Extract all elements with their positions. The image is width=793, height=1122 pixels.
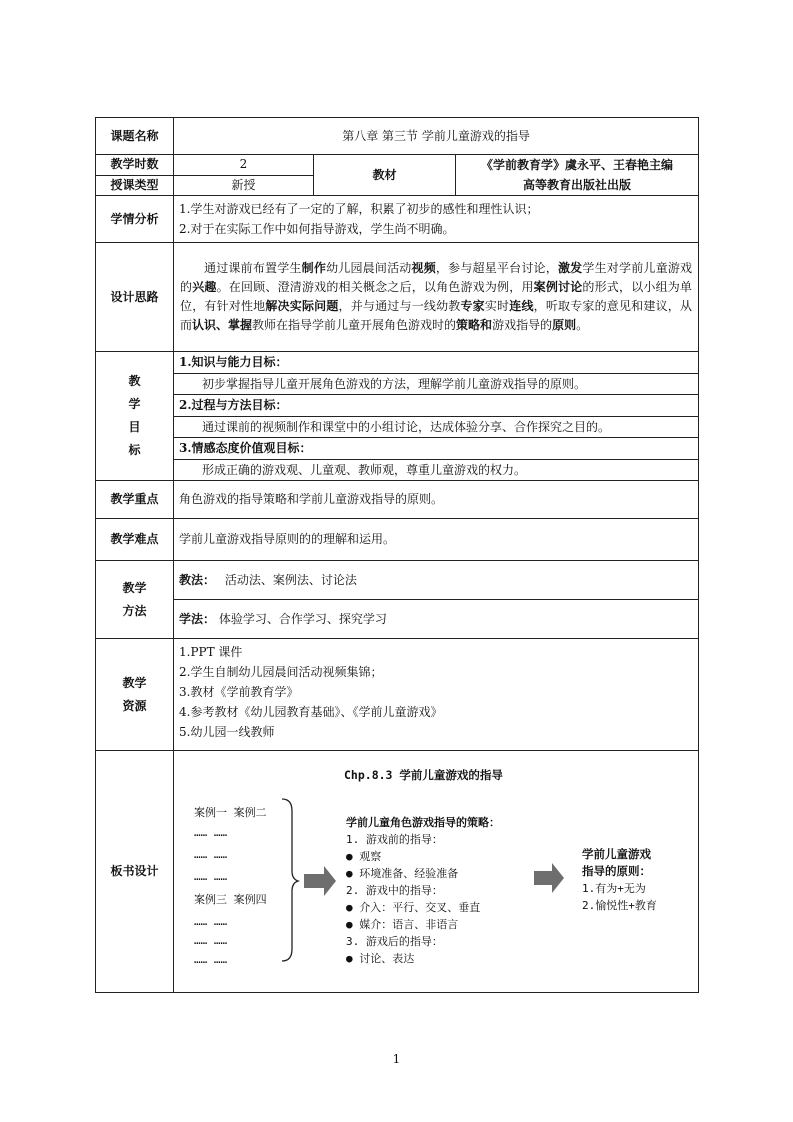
design-emphasis: 视频	[411, 261, 436, 275]
board-design	[174, 751, 698, 992]
design-text-run: ，参与超星平台讨论，	[435, 261, 558, 275]
resource-item: 4.参考教材《幼儿园教育基础》、《学前儿童游戏》	[179, 705, 443, 719]
design-text-run: 。	[576, 318, 589, 332]
resource-item: 1.PPT 课件	[179, 645, 243, 659]
strategy-line: ● 介入：平行、交叉、垂直	[346, 901, 481, 914]
principle-title: 指导的原则：	[582, 864, 651, 878]
principle-line: 2.愉悦性+教育	[582, 899, 657, 912]
design-paragraph	[174, 243, 699, 352]
design-label: 设计思路	[96, 243, 174, 352]
goal3-title: 3.情感态度价值观目标：	[174, 438, 699, 460]
method-teach	[174, 561, 699, 600]
case-dots: …… ……	[194, 934, 228, 947]
goals-label-char: 教	[128, 374, 141, 388]
strategy-line: 2. 游戏中的指导：	[346, 884, 443, 897]
strategy-line: 3. 游戏后的指导：	[346, 935, 443, 948]
textbook-line-1: 《学前教育学》虞永平、王春艳主编	[481, 158, 674, 172]
keypoint-value: 角色游戏的指导策略和学前儿童游戏指导的原则。	[174, 481, 699, 519]
resource-item: 3.教材《学前教育学》	[179, 685, 299, 699]
textbook-label: 教材	[314, 155, 456, 196]
design-emphasis: 原则	[552, 318, 577, 332]
analysis-content	[174, 196, 699, 243]
design-text-run: 的形式，以小组为单位，有针对性地	[180, 280, 692, 313]
principle-title: 学前儿童游戏	[582, 847, 651, 861]
design-emphasis: 兴趣	[192, 280, 217, 294]
case-row: 案例一 案例二	[194, 806, 267, 819]
case-dots: …… ……	[194, 915, 228, 928]
difficulty-label: 教学难点	[96, 519, 174, 561]
resource-list	[174, 639, 699, 751]
page-number: 1	[392, 1052, 401, 1066]
design-text-run: 教师在指导学前儿童开展角色游戏时的	[252, 318, 457, 332]
strategy-line: 1. 游戏前的指导：	[346, 833, 443, 846]
case-dots: …… ……	[194, 848, 228, 861]
goals-label	[96, 352, 174, 481]
design-emphasis: 案例讨论	[533, 280, 583, 294]
lesson-plan-table	[95, 117, 699, 993]
case-dots: …… ……	[194, 826, 228, 839]
goal1-title: 1.知识与能力目标：	[174, 352, 699, 374]
principle-line: 1.有为+无为	[582, 882, 646, 895]
method-label-line: 教学	[122, 580, 147, 595]
design-text-run: 游戏指导的	[492, 318, 553, 332]
strategy-line: ● 媒介：语言、非语言	[346, 918, 459, 931]
design-emphasis: 解决实际问题	[265, 299, 339, 313]
method-learn-label: 学法：	[179, 611, 216, 626]
board-design-cell	[174, 751, 699, 993]
textbook-line-2: 高等教育出版社出版	[523, 178, 632, 192]
difficulty-value: 学前儿童游戏指导原则的的理解和运用。	[174, 519, 699, 561]
method-teach-value: 活动法、案例法、讨论法	[224, 572, 357, 587]
type-value: 新授	[174, 175, 314, 196]
method-teach-label: 教法：	[179, 572, 216, 587]
strategy-line: ● 观察	[346, 850, 382, 863]
topic-value: 第八章 第三节 学前儿童游戏的指导	[174, 118, 699, 155]
design-text-run: 通过课前布置学生	[204, 261, 302, 275]
goal3-text: 形成正确的游戏观、儿童观、教师观，尊重儿童游戏的权力。	[174, 460, 699, 481]
case-dots: …… ……	[194, 953, 228, 966]
textbook-value	[456, 155, 699, 196]
brace-icon	[282, 799, 298, 961]
topic-label: 课题名称	[96, 118, 174, 155]
goal2-text: 通过课前的视频制作和课堂中的小组讨论，达成体验分享、合作探究之目的。	[174, 417, 699, 438]
method-learn	[174, 600, 699, 639]
goal2-title: 2.过程与方法目标：	[174, 395, 699, 417]
design-text-run: ，听取专家的意见和建议，从而	[180, 299, 692, 332]
design-text-run: 。在回顾、澄清游戏的相关概念之后，以角色游戏为例，用	[216, 280, 534, 294]
method-learn-value: 体验学习、合作学习、探究学习	[218, 611, 387, 626]
design-text-run: 实时	[484, 299, 510, 313]
strategy-title: 学前儿童角色游戏指导的策略：	[346, 816, 500, 829]
board-label: 板书设计	[96, 751, 174, 993]
arrow-right-icon	[534, 863, 564, 893]
type-label: 授课类型	[96, 175, 174, 196]
analysis-item: 2.对于在实际工作中如何指导游戏，学生尚不明确。	[179, 222, 455, 236]
design-emphasis: 专家	[460, 299, 485, 313]
case-row: 案例三 案例四	[194, 893, 267, 906]
case-dots: …… ……	[194, 870, 228, 883]
resource-label	[96, 639, 174, 751]
design-emphasis: 认识、掌握	[192, 318, 253, 332]
goal1-text: 初步掌握指导儿童开展角色游戏的方法，理解学前儿童游戏指导的原则。	[174, 374, 699, 395]
design-text-run: 学生对学前儿童游戏的	[180, 261, 693, 294]
design-emphasis: 制作	[301, 261, 327, 275]
resource-label-line: 资源	[122, 698, 147, 713]
design-emphasis: 激发	[557, 261, 583, 275]
strategy-line: ● 环境准备、经验准备	[346, 867, 459, 880]
analysis-label: 学情分析	[96, 196, 174, 243]
goals-label-char: 学	[128, 397, 141, 411]
hours-value: 2	[174, 155, 314, 176]
resource-label-line: 教学	[122, 675, 147, 690]
analysis-item: 1.学生对游戏已经有了一定的了解，积累了初步的感性和理性认识；	[179, 202, 539, 216]
design-emphasis: 连线	[509, 299, 534, 313]
hours-label: 教学时数	[96, 155, 174, 176]
design-emphasis: 策略和	[456, 318, 493, 332]
design-text-run: ，并与通过与一线幼教	[338, 299, 461, 313]
resource-item: 2.学生自制幼儿园晨间活动视频集锦；	[179, 665, 383, 679]
goals-label-char: 标	[128, 443, 141, 457]
arrow-right-icon	[304, 866, 336, 896]
resource-item: 5.幼儿园一线教师	[179, 725, 275, 739]
keypoint-label: 教学重点	[96, 481, 174, 519]
method-label-line: 方法	[122, 603, 147, 618]
design-text-run: 幼儿园晨间活动	[326, 261, 412, 275]
board-title: Chp.8.3 学前儿童游戏的指导	[344, 768, 503, 782]
strategy-line: ● 讨论、表达	[346, 952, 415, 965]
goals-label-char: 目	[128, 420, 141, 434]
method-label	[96, 561, 174, 639]
